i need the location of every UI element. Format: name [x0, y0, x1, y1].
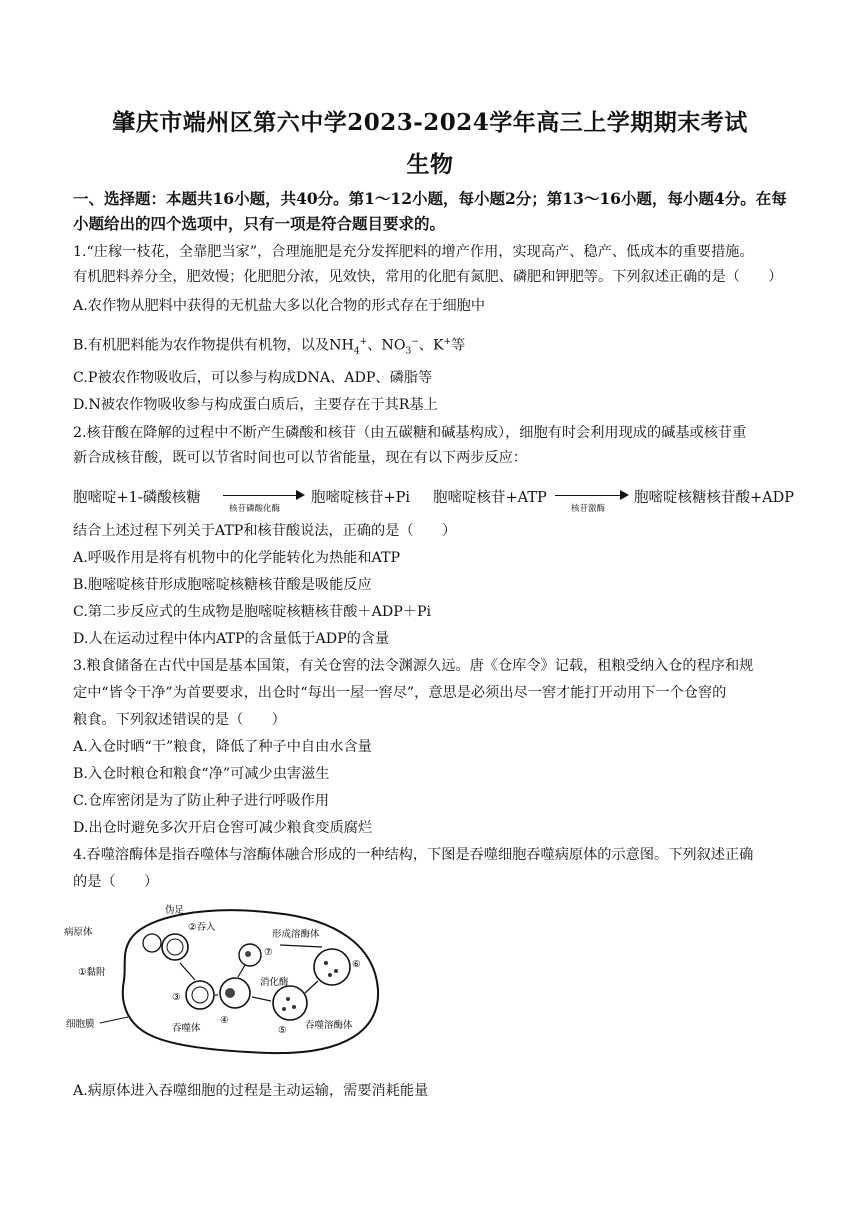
label-step3: ③ [172, 992, 181, 1003]
q1-b-sep1: 、 [367, 337, 382, 354]
q3-stem-line2: 定中“皆令干净”为首要要求，出仓时“每出一屋一窖尽”，意思是必须出尽一窖才能打开动用下一个仓窖的 [73, 685, 727, 701]
eq1-right: 胞嘧啶核苷+Pi [311, 490, 411, 506]
label-phagolysosome: 吞噬溶酶体 [305, 1020, 353, 1031]
phagosome-inner [192, 987, 208, 1003]
eq2-right: 胞嘧啶核糖核苷酸+ADP [634, 490, 795, 506]
q3-stem-line3: 粮食。下列叙述错误的是（ ） [73, 712, 286, 728]
q1-b-prefix: B.有机肥料能为农作物提供有机物，以及NH [73, 337, 354, 354]
q2-option-d: D.人在运动过程中体内ATP的含量低于ADP的含量 [73, 631, 390, 647]
dot-d [324, 961, 328, 965]
arrow-7-icon [238, 965, 245, 977]
q1-option-d: D.N被农作物吸收参与构成蛋白质后，主要存在于其R基上 [73, 397, 438, 413]
q1-b-k: K [432, 337, 444, 354]
q4-stem-line2: 的是（ ） [73, 874, 159, 890]
membrane-pointer-icon [100, 1017, 128, 1023]
dot-b [292, 1005, 296, 1009]
label-step7: ⑦ [264, 947, 273, 958]
q1-option-c: C.P被农作物吸收后，可以参与构成DNA、ADP、磷脂等 [73, 370, 433, 386]
arrow-6-icon [280, 945, 322, 947]
engulfed-pathogen [167, 939, 183, 955]
pathogen-shape [143, 934, 161, 952]
q1-option-a: A.农作物从肥料中获得的无机盐大多以化合物的形式存在于细胞中 [73, 298, 486, 314]
arrow-5-6-icon [305, 981, 318, 993]
dot-e [334, 969, 338, 973]
label-step6: ⑥ [352, 959, 361, 970]
q4-stem-line1: 4.吞噬溶酶体是指吞噬体与溶酶体融合形成的一种结构，下图是吞噬细胞吞噬病原体的示意图。下列叙述正确 [73, 847, 754, 863]
q3-option-a: A.入仓时晒“干”粮食，降低了种子中自由水含量 [73, 739, 372, 755]
q1-stem-line2: 有机肥料养分全，肥效慢；化肥肥分浓，见效快，常用的化肥有氮肥、磷肥和钾肥等。下列叙述正确的是（ ） [73, 269, 783, 285]
q2-stem-line2: 新合成核苷酸，既可以节省时间也可以节省能量，现在有以下两步反应： [73, 450, 528, 466]
label-digestive-enzyme: 消化酶 [260, 977, 289, 988]
pseudopod-shape [162, 934, 188, 960]
eq2-arrow-icon [555, 495, 627, 514]
q3-stem-line1: 3.粮食储备在古代中国是基本国策，有关仓窖的法令渊源久远。唐《仓库令》记载，租粮受纳入仓的程序和规 [73, 658, 754, 674]
label-membrane: 细胞膜 [66, 1019, 95, 1030]
cell-membrane-outline [123, 910, 378, 1053]
q1-b-nh-sup: + [359, 337, 368, 347]
q2-option-c: C.第二步反应式的生成物是胞嘧啶核糖核苷酸＋ADP＋Pi [73, 604, 432, 620]
label-pseudopod: 伪足 [165, 905, 185, 916]
exam-title: 肇庆市端州区第六中学2023-2024学年高三上学期期末考试 [112, 109, 748, 136]
q1-b-sep2: 、 [418, 337, 433, 354]
residual-body-shape [314, 949, 350, 985]
arrow-4-5-icon [252, 997, 271, 1001]
reaction-equations [73, 480, 793, 516]
q3-option-d: D.出仓时避免多次开启仓窖可减少粮食变质腐烂 [73, 820, 373, 836]
phagolysosome-shape [273, 986, 307, 1020]
q3-option-c: C.仓库密闭是为了防止种子进行呼吸作用 [73, 793, 330, 809]
arrow-2-3-icon [180, 963, 195, 980]
q1-b-nh-sub: 4 [353, 346, 360, 357]
eq1-enzyme: 核苷磷酸化酶 [229, 504, 281, 514]
phagosome-shape [186, 981, 214, 1009]
q4-option-a: A.病原体进入吞噬细胞的过程是主动运输，需要消耗能量 [73, 1083, 429, 1099]
q1-option-b [73, 330, 798, 365]
q2-option-b: B.胞嘧啶核苷形成胞嘧啶核糖核苷酸是吸能反应 [73, 577, 372, 593]
label-phagosome: 吞噬体 [172, 1023, 201, 1034]
eq2-left: 胞嘧啶核苷+ATP [433, 490, 547, 506]
label-step5: ⑤ [278, 1025, 287, 1036]
q1-b-suffix: 等 [451, 337, 466, 354]
dot-f [328, 973, 332, 977]
fusing-dots [225, 988, 235, 998]
dot-c [282, 1007, 286, 1011]
phagocytosis-diagram [60, 895, 390, 1065]
q2-option-a: A.呼吸作用是将有机物中的化学能转化为热能和ATP [73, 550, 400, 566]
q1-b-no-sub: 3 [405, 346, 412, 357]
q1-stem-line1: 1.“庄稼一枝花，全靠肥当家”，合理施肥是充分发挥肥料的增产作用，实现高产、稳产、低成本的重要措施。 [73, 244, 754, 260]
label-forming-lysosome: 形成溶酶体 [272, 929, 320, 940]
q3-option-b: B.入仓时粮仓和粮食“净”可减少虫害滋生 [73, 766, 330, 782]
lysosome-enzyme-dot [245, 951, 251, 957]
label-step2: ②吞入 [188, 922, 216, 933]
q1-b-no-sup: − [411, 337, 419, 347]
label-step4: ④ [220, 1015, 229, 1026]
q1-b-no: NO [381, 337, 406, 354]
q2-stem-line1: 2.核苷酸在降解的过程中不断产生磷酸和核苷（由五碳糖和碱基构成），细胞有时会利用现成的碱基或核苷重 [73, 425, 747, 441]
q1-b-k-sup: + [443, 337, 452, 347]
dot-a [286, 997, 290, 1001]
exam-subject: 生物 [406, 151, 454, 178]
q2-question: 结合上述过程下列关于ATP和核苷酸说法，正确的是（ ） [73, 523, 457, 539]
eq1-arrow-icon [223, 495, 303, 514]
eq1-left: 胞嘧啶+1-磷酸核糖 [73, 490, 201, 506]
label-step1: ①黏附 [78, 967, 106, 978]
section-heading: 一、选择题：本题共16小题，共40分。第1～12小题，每小题2分；第13～16小题，每小题4分。在每小题给出的四个选项中，只有一项是符合题目要求的。 [73, 189, 787, 233]
label-pathogen: 病原体 [64, 927, 93, 938]
eq2-enzyme: 核苷激酶 [571, 504, 606, 514]
